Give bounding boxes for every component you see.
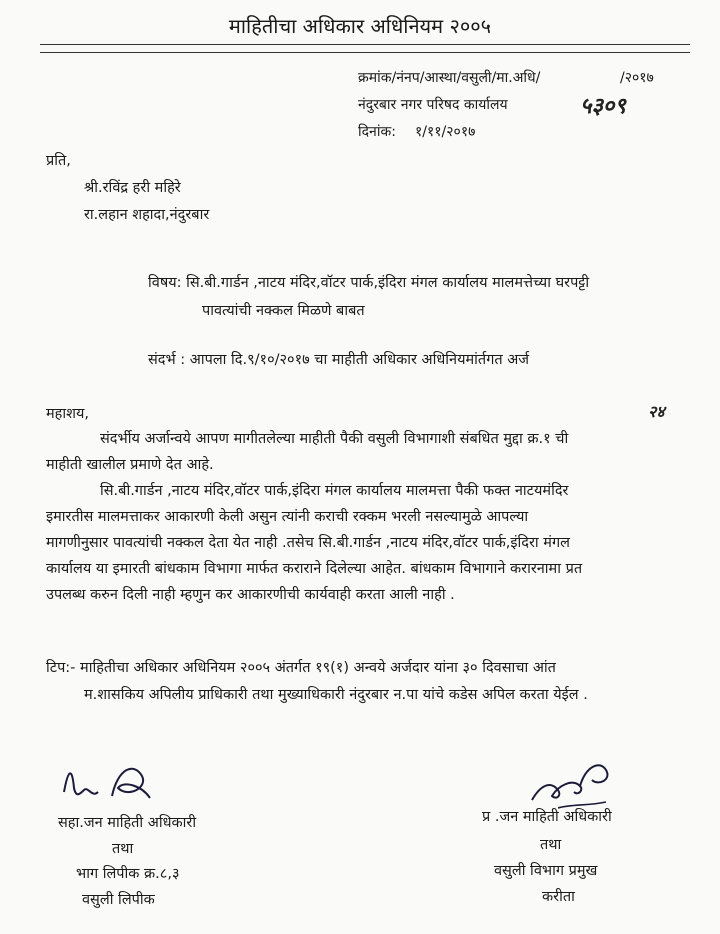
reference-number: क्रमांक/नंनप/आस्था/वसुली/मा.अधि/ (358, 70, 541, 86)
body-p1-line1: संदर्भीय अर्जान्वये आपण मागीतलेल्या माहीती पैकी वसुली विभागाशी संबधित मुद्दा क्र.१ ची (100, 431, 569, 447)
note-line-1: टिप:- माहितीचा अधिकार अधिनियम २००५ अंतर्गत १९(१) अन्वये अर्जदार यांना ३० दिवसाचा आंत (46, 660, 556, 676)
office-name: नंदुरबार नगर परिषद कार्यालय (358, 97, 508, 113)
addressee-address: रा.लहान शहादा,नंदुरबार (84, 207, 210, 223)
right-sign-title-1: प्र .जन माहिती अधिकारी (482, 809, 612, 825)
note-line-2: म.शासकिय अपिलीय प्राधिकारी तथा मुख्याधिकारी नंदुरबार न.पा यांचे कडेस अपिल करता येईल . (84, 687, 588, 703)
left-signature-image (58, 758, 158, 806)
body-p1-line2: माहीती खालील प्रमाणे देत आहे. (46, 457, 214, 473)
right-sign-title-4: करीता (542, 889, 575, 905)
right-sign-title-2: तथा (540, 837, 562, 853)
prati-label: प्रति, (46, 153, 71, 169)
body-p2-line1: सि.बी.गार्डन ,नाटय मंदिर,वॉटर पार्क,इंदिरा मंगल कार्यालय मालमत्ता पैकी फक्त नाटयमंदिर (100, 483, 569, 499)
left-sign-title-2: तथा (112, 841, 134, 857)
left-sign-title-4: वसुली लिपीक (82, 892, 155, 908)
body-p2-line4: कार्यालय या इमारती बांधकाम विभागा मार्फत कराराने दिलेल्या आहेत. बांधकाम विभागाने करारनामा प्रत (46, 561, 583, 577)
date-value: १/११/२०१७ (415, 124, 476, 140)
letter-title: माहितीचा अधिकार अधिनियम २००५ (228, 14, 492, 38)
left-sign-title-1: सहा.जन माहिती अधिकारी (58, 815, 197, 831)
body-p2-line3: मागणीनुसार पावत्यांची नक्कल देता येत नाही .तसेच सि.बी.गार्डन ,नाटय मंदिर,वॉटर पार्क,इंदिरा मंगल (46, 535, 570, 551)
salutation: महाशय, (46, 406, 90, 422)
subject-line-1: विषय: सि.बी.गार्डन ,नाटय मंदिर,वॉटर पार्क,इंदिरा मंगल कार्यालय मालमत्तेच्या घरपट्टी (148, 275, 590, 291)
left-sign-title-3: भाग लिपीक क्र.८,३ (76, 866, 180, 882)
reference-line: संदर्भ : आपला दि.९/१०/२०१७ चा माहीती अधिकार अधिनियमांर्तगत अर्ज (148, 352, 530, 368)
body-p2-line5: उपलब्ध करुन दिली नाही म्हणुन कर आकारणीची कार्यवाही करता आली नाही . (46, 587, 455, 603)
double-rule-divider (40, 44, 690, 53)
reference-year: /२०१७ (620, 70, 654, 86)
right-sign-title-3: वसुली विभाग प्रमुख (494, 863, 598, 879)
margin-handwritten-note: २४ (648, 402, 665, 421)
handwritten-outward-number: ५३०९ (580, 93, 626, 119)
body-p2-line2: इमारतीस मालमत्ताकर आकारणी केली असुन त्यांनी कराची रक्कम भरली नसल्यामुळे आपल्या (46, 509, 529, 525)
subject-line-2: पावत्यांची नक्कल मिळणे बाबत (202, 303, 365, 319)
addressee-name: श्री.रविंद्र हरी महिरे (84, 180, 181, 196)
date-label: दिनांक: (358, 124, 396, 140)
